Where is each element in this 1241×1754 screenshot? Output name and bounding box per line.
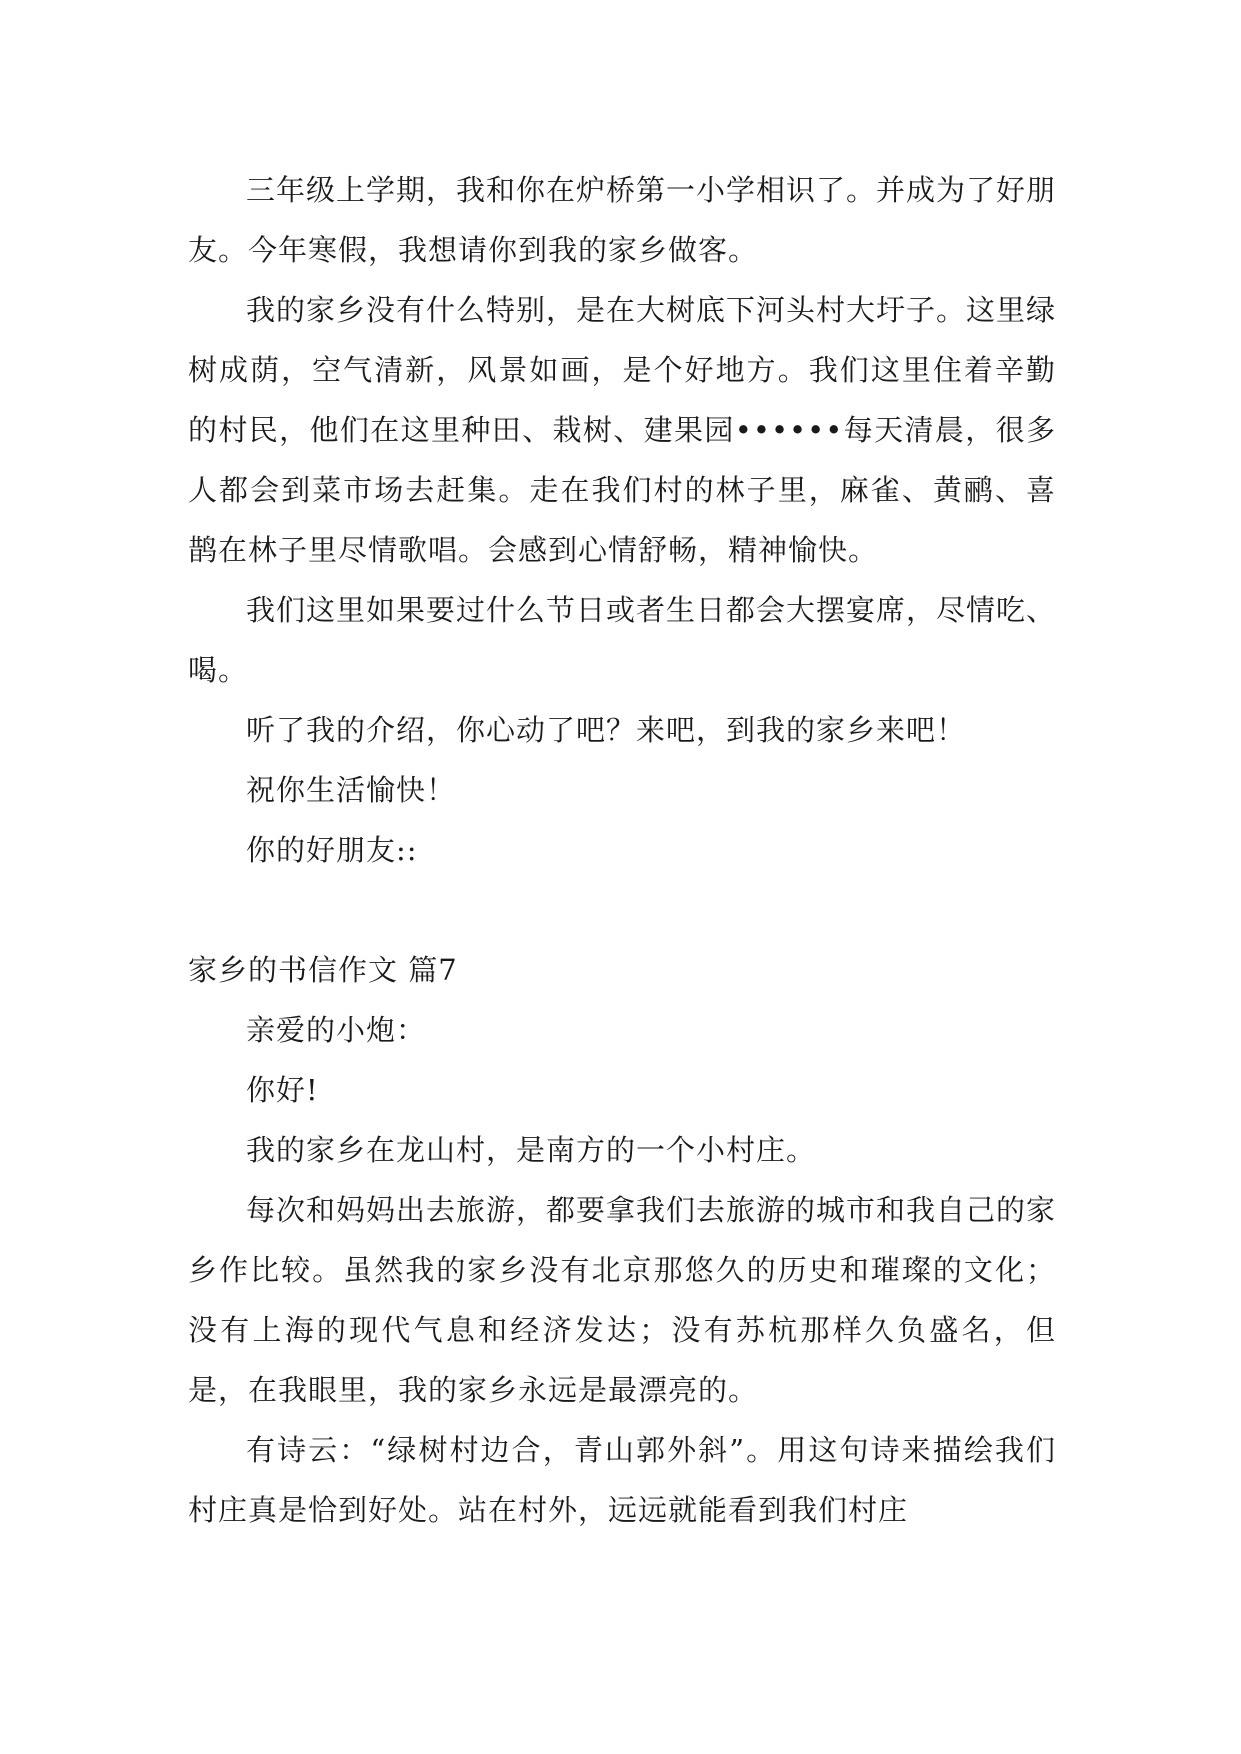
paragraph-village-intro: 我的家乡在龙山村，是南方的一个小村庄。 [246,1133,817,1167]
section-gap [188,880,1056,940]
letter-greeting: 你好! [246,1073,319,1107]
document-page [188,160,1056,1540]
paragraph-poem: 有诗云：“绿树村边合，青山郭外斜”。用这句诗来描绘我们村庄真是恰到好处。站在村外，远远就能看到我们村庄 [188,1433,1056,1527]
paragraph-wishes: 祝你生活愉快！ [246,773,457,807]
section-title: 家乡的书信作文 篇7 [188,953,458,987]
paragraph-comparison: 每次和妈妈出去旅游，都要拿我们去旅游的城市和我自己的家乡作比较。虽然我的家乡没有北京那悠久的历史和璀璨的文化；没有上海的现代气息和经济发达；没有苏杭那样久负盛名，但是，在我眼里，我的家乡永远是最漂亮的。 [188,1193,1057,1407]
paragraph-signature: 你的好朋友:: [246,833,418,867]
paragraph-hometown-description: 我的家乡没有什么特别，是在大树底下河头村大圩子。这里绿树成荫，空气清新，风景如画，是个好地方。我们这里住着辛勤的村民，他们在这里种田、栽树、建果园••••••每天清晨，很多人都会到菜市场去赶集。走在我们村的林子里，麻雀、黄鹂、喜鹊在林子里尽情歌唱。会感到心情舒畅，精神愉快。 [188,293,1057,567]
letter-salutation: 亲爱的小炮： [246,1013,427,1047]
paragraph-intro: 三年级上学期，我和你在炉桥第一小学相识了。并成为了好朋友。今年寒假，我想请你到我的家乡做客。 [188,173,1057,267]
paragraph-invitation: 听了我的介绍，你心动了吧？来吧，到我的家乡来吧！ [246,713,967,747]
paragraph-festivals: 我们这里如果要过什么节日或者生日都会大摆宴席，尽情吃、喝。 [188,593,1057,687]
